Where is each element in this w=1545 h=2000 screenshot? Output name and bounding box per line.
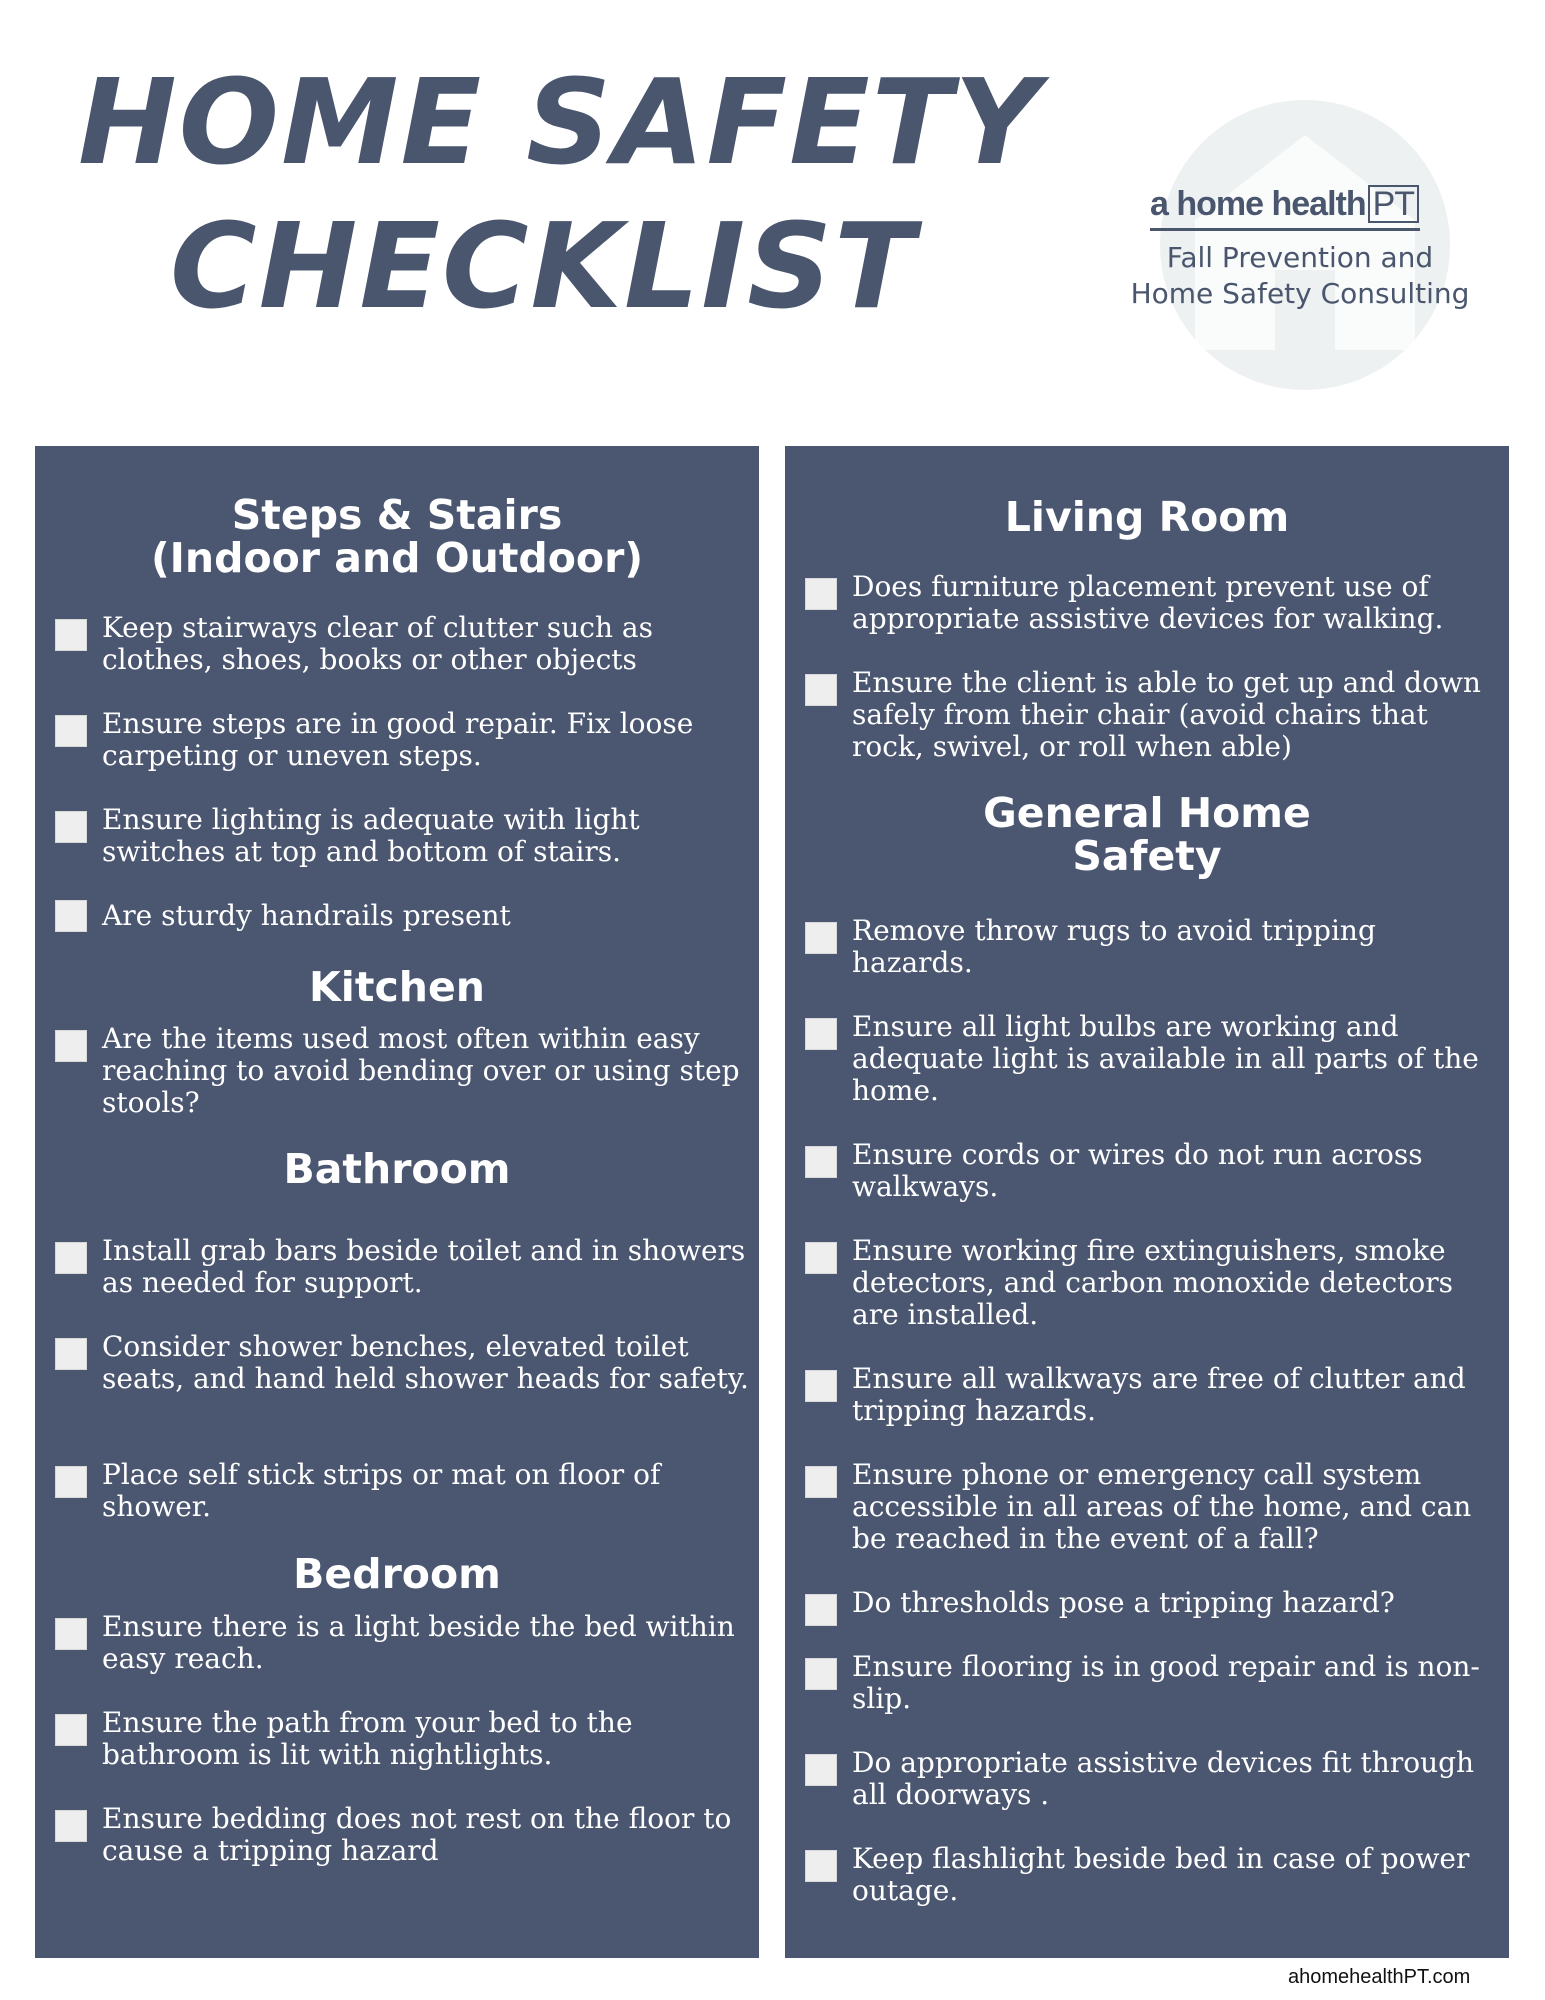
checklist-item-text: Ensure bedding does not rest on the floor to cause a tripping hazard	[102, 1802, 732, 1867]
checkbox[interactable]	[55, 619, 87, 651]
checklist-item-text: Ensure there is a light beside the bed within easy reach.	[102, 1610, 735, 1675]
checklist-item-text: Ensure lighting is adequate with light switches at top and bottom of stairs.	[102, 803, 640, 868]
checklist-item-text: Ensure phone or emergency call system accessible in all areas of the home, and can be reached in the event of a fall?	[852, 1458, 1472, 1555]
general-heading-line-2: Safety	[1072, 832, 1222, 880]
checkbox[interactable]	[805, 1018, 837, 1050]
checkbox[interactable]	[805, 578, 837, 610]
checkbox[interactable]	[805, 1146, 837, 1178]
general-home-safety-heading	[785, 789, 1509, 880]
brand-underline	[1150, 228, 1420, 231]
living-room-heading: Living Room	[1004, 493, 1290, 541]
checklist-item-text: Do thresholds pose a tripping hazard?	[852, 1586, 1395, 1619]
checklist-item-text: Does furniture placement prevent use of appropriate assistive devices for walking.	[852, 570, 1444, 635]
checkbox[interactable]	[805, 1850, 837, 1882]
checkbox[interactable]	[55, 1810, 87, 1842]
kitchen-heading: Kitchen	[309, 963, 485, 1011]
checkbox[interactable]	[55, 900, 87, 932]
page-title	[60, 50, 1042, 338]
checkbox[interactable]	[55, 811, 87, 843]
checklist-item-text: Ensure cords or wires do not run across walkways.	[852, 1138, 1423, 1203]
checkbox[interactable]	[55, 1618, 87, 1650]
checklist-item-text: Are the items used most often within easy reaching to avoid bending over or using step stools?	[102, 1022, 740, 1119]
brand-name	[1150, 185, 1450, 224]
checkbox[interactable]	[805, 1466, 837, 1498]
bathroom-heading: Bathroom	[283, 1145, 511, 1193]
checkbox[interactable]	[805, 1658, 837, 1690]
checklist-item-text: Remove throw rugs to avoid tripping hazards.	[852, 914, 1376, 979]
checkbox[interactable]	[55, 1242, 87, 1274]
right-checklist-panel	[785, 446, 1509, 1958]
logo-tagline	[1090, 240, 1510, 312]
checkbox[interactable]	[805, 1242, 837, 1274]
checklist-item-text: Ensure steps are in good repair. Fix loose carpeting or uneven steps.	[102, 707, 694, 772]
checkbox[interactable]	[805, 1594, 837, 1626]
steps-heading-line-1: Steps & Stairs	[231, 491, 563, 539]
checklist-item-text: Do appropriate assistive devices fit through all doorways .	[852, 1746, 1475, 1811]
checklist-item-text: Are sturdy handrails present	[102, 899, 511, 932]
checklist-item-text: Ensure the path from your bed to the bathroom is lit with nightlights.	[102, 1706, 633, 1771]
checkbox[interactable]	[805, 1754, 837, 1786]
tagline-line-1: Fall Prevention and	[1166, 241, 1434, 274]
checklist-item-text: Keep stairways clear of clutter such as clothes, shoes, books or other objects	[102, 611, 653, 676]
checklist-item-text: Place self stick strips or mat on floor of shower.	[102, 1458, 661, 1523]
title-line-2: CHECKLIST	[170, 197, 917, 335]
footer-url[interactable]: ahomehealthPT.com	[1288, 1966, 1471, 1988]
checklist-item-text: Ensure all light bulbs are working and adequate light is available in all parts of the home.	[852, 1010, 1479, 1107]
brand-text: a home health	[1150, 185, 1366, 223]
steps-stairs-heading	[35, 491, 759, 582]
checkbox[interactable]	[55, 1714, 87, 1746]
checkbox[interactable]	[55, 1338, 87, 1370]
checklist-item-text: Ensure the client is able to get up and down safely from their chair (avoid chairs that rock, swivel, or roll when able)	[852, 666, 1481, 763]
title-line-1: HOME SAFETY	[78, 53, 1042, 191]
checklist-item-text: Consider shower benches, elevated toilet seats, and hand held shower heads for safety.	[102, 1330, 749, 1395]
checklist-item-text: Ensure working fire extinguishers, smoke detectors, and carbon monoxide detectors are installed.	[852, 1234, 1453, 1331]
bedroom-heading: Bedroom	[293, 1550, 501, 1598]
left-checklist-panel	[35, 446, 759, 1958]
general-heading-line-1: General Home	[983, 789, 1311, 837]
steps-heading-line-2: (Indoor and Outdoor)	[150, 534, 644, 582]
checkbox[interactable]	[55, 1030, 87, 1062]
checkbox[interactable]	[805, 674, 837, 706]
checklist-item-text: Ensure all walkways are free of clutter and tripping hazards.	[852, 1362, 1466, 1427]
checkbox[interactable]	[55, 1466, 87, 1498]
checklist-item-text: Install grab bars beside toilet and in showers as needed for support.	[102, 1234, 746, 1299]
checkbox[interactable]	[805, 922, 837, 954]
tagline-line-2: Home Safety Consulting	[1130, 277, 1470, 310]
checkbox[interactable]	[55, 715, 87, 747]
checklist-item-text: Keep flashlight beside bed in case of power outage.	[852, 1842, 1470, 1907]
brand-pt-box: PT	[1368, 185, 1419, 223]
checkbox[interactable]	[805, 1370, 837, 1402]
checklist-item-text: Ensure flooring is in good repair and is non-slip.	[852, 1650, 1480, 1715]
company-logo	[1090, 100, 1490, 400]
